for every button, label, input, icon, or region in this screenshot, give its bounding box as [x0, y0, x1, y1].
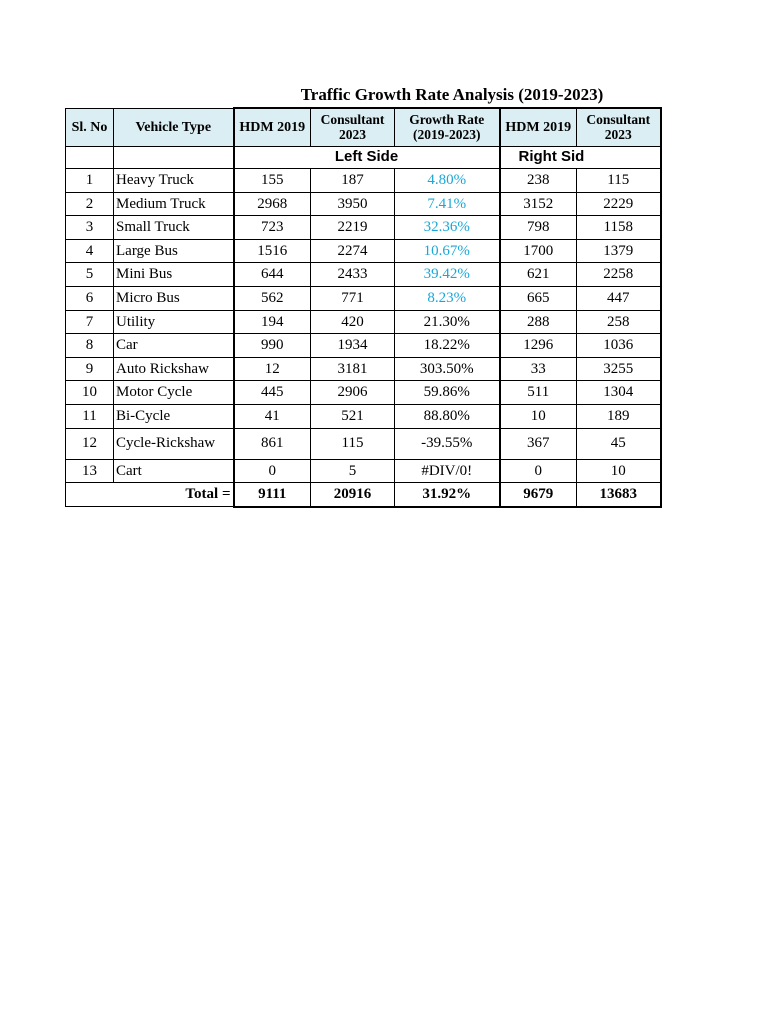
- total-label[interactable]: Total =: [66, 483, 234, 507]
- total-growth-rate[interactable]: 31.92%: [395, 483, 500, 507]
- cell-consultant-2023-right[interactable]: 1158: [577, 216, 661, 240]
- right-side-cell[interactable]: [500, 147, 661, 169]
- cell-sl-no[interactable]: 10: [66, 381, 114, 405]
- cell-vehicle-type[interactable]: Small Truck: [114, 216, 234, 240]
- left-side-label[interactable]: Left Side: [234, 147, 500, 169]
- cell-sl-no[interactable]: 5: [66, 263, 114, 287]
- cell-consultant-2023-right[interactable]: 258: [577, 310, 661, 334]
- cell-sl-no[interactable]: 4: [66, 239, 114, 263]
- cell-hdm-2019[interactable]: 723: [234, 216, 311, 240]
- cell-growth-rate[interactable]: 303.50%: [395, 357, 500, 381]
- total-row: [66, 483, 661, 507]
- cell-vehicle-type[interactable]: Heavy Truck: [114, 169, 234, 193]
- cell-hdm-2019[interactable]: 41: [234, 404, 311, 428]
- cell-hdm-2019-right[interactable]: 238: [500, 169, 577, 193]
- header-consultant-2023-right[interactable]: Consultant 2023: [577, 108, 661, 147]
- cell-consultant-2023-right[interactable]: 1036: [577, 334, 661, 358]
- table-row: [66, 192, 661, 216]
- cell-consultant-2023-right[interactable]: 10: [577, 459, 661, 483]
- total-hdm-2019-right[interactable]: 9679: [500, 483, 577, 507]
- cell-sl-no[interactable]: 7: [66, 310, 114, 334]
- table-row: [66, 216, 661, 240]
- cell-vehicle-type[interactable]: Mini Bus: [114, 263, 234, 287]
- table-row: [66, 357, 661, 381]
- cell-vehicle-type[interactable]: Auto Rickshaw: [114, 357, 234, 381]
- header-row: [66, 108, 661, 147]
- header-consultant-2023[interactable]: Consultant 2023: [311, 108, 395, 147]
- cell-hdm-2019-right[interactable]: 10: [500, 404, 577, 428]
- cell-vehicle-type[interactable]: Cart: [114, 459, 234, 483]
- cell-growth-rate[interactable]: 8.23%: [395, 286, 500, 310]
- cell-hdm-2019-right[interactable]: 511: [500, 381, 577, 405]
- cell-consultant-2023-right[interactable]: 1379: [577, 239, 661, 263]
- cell-hdm-2019-right[interactable]: 3152: [500, 192, 577, 216]
- cell-growth-rate[interactable]: 39.42%: [395, 263, 500, 287]
- cell-consultant-2023-right[interactable]: 115: [577, 169, 661, 193]
- empty-cell[interactable]: [66, 147, 114, 169]
- cell-growth-rate[interactable]: 59.86%: [395, 381, 500, 405]
- table-row: [66, 263, 661, 287]
- cell-hdm-2019-right[interactable]: 665: [500, 286, 577, 310]
- cell-vehicle-type[interactable]: Micro Bus: [114, 286, 234, 310]
- table-row: [66, 459, 661, 483]
- cell-consultant-2023[interactable]: 3950: [311, 192, 395, 216]
- total-consultant-2023[interactable]: 20916: [311, 483, 395, 507]
- cell-consultant-2023[interactable]: 521: [311, 404, 395, 428]
- table-row: [66, 334, 661, 358]
- cell-hdm-2019-right[interactable]: 1700: [500, 239, 577, 263]
- table-row: [66, 428, 661, 459]
- cell-hdm-2019[interactable]: 194: [234, 310, 311, 334]
- cell-hdm-2019[interactable]: 12: [234, 357, 311, 381]
- cell-vehicle-type[interactable]: Motor Cycle: [114, 381, 234, 405]
- cell-hdm-2019-right[interactable]: 288: [500, 310, 577, 334]
- header-hdm-2019-right[interactable]: HDM 2019: [500, 108, 577, 147]
- table-row: [66, 169, 661, 193]
- cell-sl-no[interactable]: 11: [66, 404, 114, 428]
- cell-hdm-2019[interactable]: 990: [234, 334, 311, 358]
- cell-hdm-2019[interactable]: 644: [234, 263, 311, 287]
- cell-growth-rate[interactable]: 32.36%: [395, 216, 500, 240]
- cell-consultant-2023-right[interactable]: 2258: [577, 263, 661, 287]
- total-hdm-2019[interactable]: 9111: [234, 483, 311, 507]
- header-growth-rate[interactable]: Growth Rate (2019-2023): [395, 108, 500, 147]
- sheet-title: Traffic Growth Rate Analysis (2019-2023): [300, 85, 604, 104]
- cell-growth-rate[interactable]: 4.80%: [395, 169, 500, 193]
- cell-hdm-2019[interactable]: 445: [234, 381, 311, 405]
- cell-sl-no[interactable]: 13: [66, 459, 114, 483]
- total-consultant-2023-right[interactable]: 13683: [577, 483, 661, 507]
- cell-sl-no[interactable]: 2: [66, 192, 114, 216]
- table-row: [66, 310, 661, 334]
- header-sl-no[interactable]: Sl. No: [66, 108, 114, 147]
- cell-hdm-2019[interactable]: 0: [234, 459, 311, 483]
- cell-sl-no[interactable]: 9: [66, 357, 114, 381]
- cell-growth-rate[interactable]: 7.41%: [395, 192, 500, 216]
- cell-consultant-2023[interactable]: 2219: [311, 216, 395, 240]
- cell-hdm-2019[interactable]: 1516: [234, 239, 311, 263]
- cell-hdm-2019[interactable]: 562: [234, 286, 311, 310]
- cell-growth-rate[interactable]: 21.30%: [395, 310, 500, 334]
- table-row: [66, 404, 661, 428]
- empty-cell[interactable]: [114, 147, 234, 169]
- cell-consultant-2023[interactable]: 1934: [311, 334, 395, 358]
- cell-consultant-2023-right[interactable]: 3255: [577, 357, 661, 381]
- cell-consultant-2023[interactable]: 2274: [311, 239, 395, 263]
- cell-consultant-2023-right[interactable]: 189: [577, 404, 661, 428]
- cell-hdm-2019-right[interactable]: 0: [500, 459, 577, 483]
- cell-consultant-2023-right[interactable]: 2229: [577, 192, 661, 216]
- cell-growth-rate[interactable]: 88.80%: [395, 404, 500, 428]
- cell-growth-rate[interactable]: #DIV/0!: [395, 459, 500, 483]
- cell-growth-rate[interactable]: 10.67%: [395, 239, 500, 263]
- cell-consultant-2023[interactable]: 3181: [311, 357, 395, 381]
- cell-consultant-2023-right[interactable]: 1304: [577, 381, 661, 405]
- cell-hdm-2019[interactable]: 861: [234, 428, 311, 459]
- right-side-label: Right Sid: [518, 148, 585, 165]
- cell-hdm-2019[interactable]: 2968: [234, 192, 311, 216]
- cell-hdm-2019-right[interactable]: 367: [500, 428, 577, 459]
- cell-consultant-2023-right[interactable]: 447: [577, 286, 661, 310]
- cell-hdm-2019-right[interactable]: 1296: [500, 334, 577, 358]
- traffic-table: [65, 107, 662, 508]
- cell-sl-no[interactable]: 12: [66, 428, 114, 459]
- table-row: [66, 381, 661, 405]
- cell-consultant-2023[interactable]: 771: [311, 286, 395, 310]
- header-vehicle-type[interactable]: Vehicle Type: [114, 108, 234, 147]
- cell-consultant-2023[interactable]: 420: [311, 310, 395, 334]
- cell-vehicle-type[interactable]: Medium Truck: [114, 192, 234, 216]
- table-row: [66, 239, 661, 263]
- cell-sl-no[interactable]: 8: [66, 334, 114, 358]
- cell-consultant-2023[interactable]: 2433: [311, 263, 395, 287]
- cell-consultant-2023[interactable]: 187: [311, 169, 395, 193]
- cell-hdm-2019-right[interactable]: 33: [500, 357, 577, 381]
- cell-hdm-2019[interactable]: 155: [234, 169, 311, 193]
- cell-sl-no[interactable]: 6: [66, 286, 114, 310]
- cell-consultant-2023[interactable]: 2906: [311, 381, 395, 405]
- cell-hdm-2019-right[interactable]: 621: [500, 263, 577, 287]
- cell-sl-no[interactable]: 1: [66, 169, 114, 193]
- cell-vehicle-type[interactable]: Car: [114, 334, 234, 358]
- cell-consultant-2023-right[interactable]: 45: [577, 428, 661, 459]
- header-hdm-2019[interactable]: HDM 2019: [234, 108, 311, 147]
- cell-growth-rate[interactable]: -39.55%: [395, 428, 500, 459]
- cell-growth-rate[interactable]: 18.22%: [395, 334, 500, 358]
- cell-vehicle-type[interactable]: Large Bus: [114, 239, 234, 263]
- cell-consultant-2023[interactable]: 115: [311, 428, 395, 459]
- cell-sl-no[interactable]: 3: [66, 216, 114, 240]
- cell-hdm-2019-right[interactable]: 798: [500, 216, 577, 240]
- cell-vehicle-type[interactable]: Bi-Cycle: [114, 404, 234, 428]
- cell-vehicle-type[interactable]: Cycle-Rickshaw: [114, 428, 234, 459]
- side-row: [66, 147, 661, 169]
- cell-consultant-2023[interactable]: 5: [311, 459, 395, 483]
- table-row: [66, 286, 661, 310]
- cell-vehicle-type[interactable]: Utility: [114, 310, 234, 334]
